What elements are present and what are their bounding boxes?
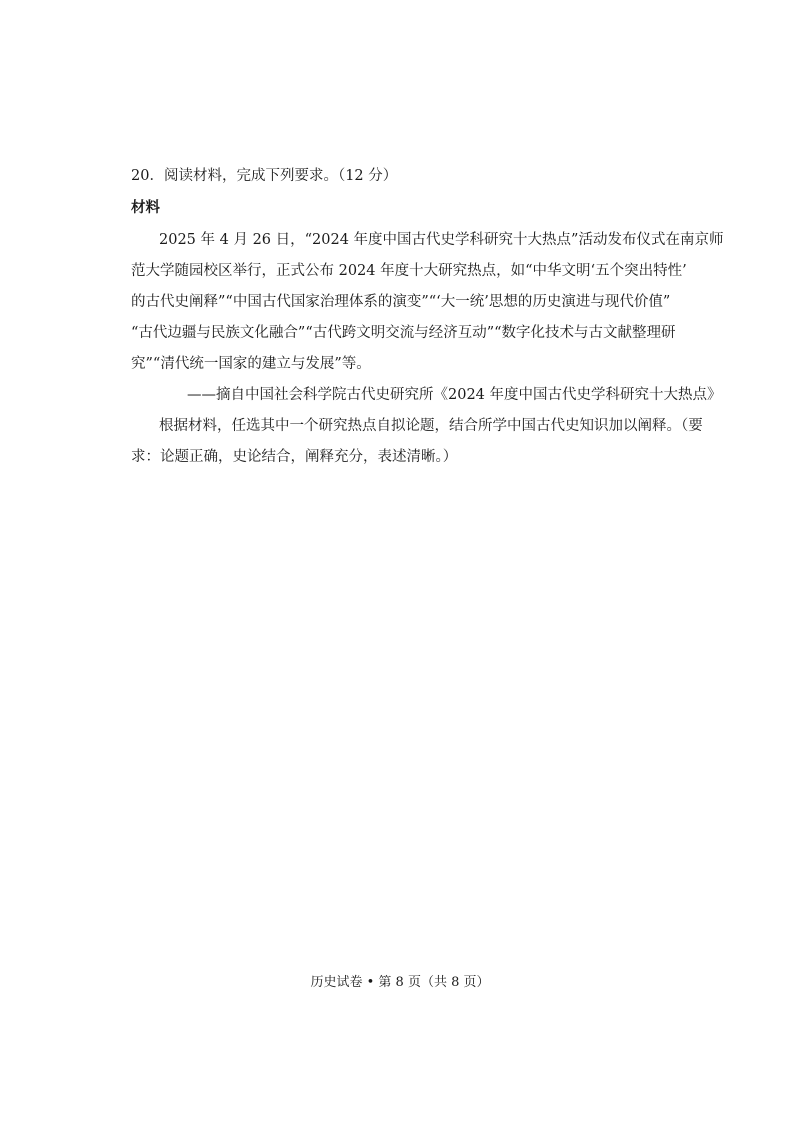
- material-source: ——摘自中国社会科学院古代史研究所《2024 年度中国古代史学科研究十大热点》: [187, 387, 722, 403]
- instruction-line-1: 根据材料，任选其中一个研究热点自拟论题，结合所学中国古代史知识加以阐释。（要: [159, 418, 703, 434]
- material-label: 材料: [131, 199, 160, 216]
- page-footer: 历史试卷 • 第 8 页（共 8 页）: [310, 975, 490, 990]
- material-paragraph-line-5: 究”“清代统一国家的建立与发展”等。: [131, 356, 371, 372]
- material-paragraph-line-4: “古代边疆与民族文化融合”“古代跨文明交流与经济互动”“数字化技术与古文献整理研: [131, 325, 676, 341]
- question-header: 20．阅读材料，完成下列要求。（12 分）: [131, 168, 398, 184]
- material-paragraph-line-1: 2025 年 4 月 26 日，“2024 年度中国古代史学科研究十大热点”活动发布仪式在南京师: [159, 232, 724, 248]
- material-paragraph-line-3: 的古代史阐释”“中国古代国家治理体系的演变”“‘大一统’思想的历史演进与现代价值”: [131, 294, 671, 310]
- material-paragraph-line-2: 范大学随园校区举行，正式公布 2024 年度十大研究热点，如“中华文明‘五个突出特性’: [131, 263, 687, 279]
- instruction-line-2: 求：论题正确，史论结合，阐释充分，表述清晰。）: [131, 449, 458, 465]
